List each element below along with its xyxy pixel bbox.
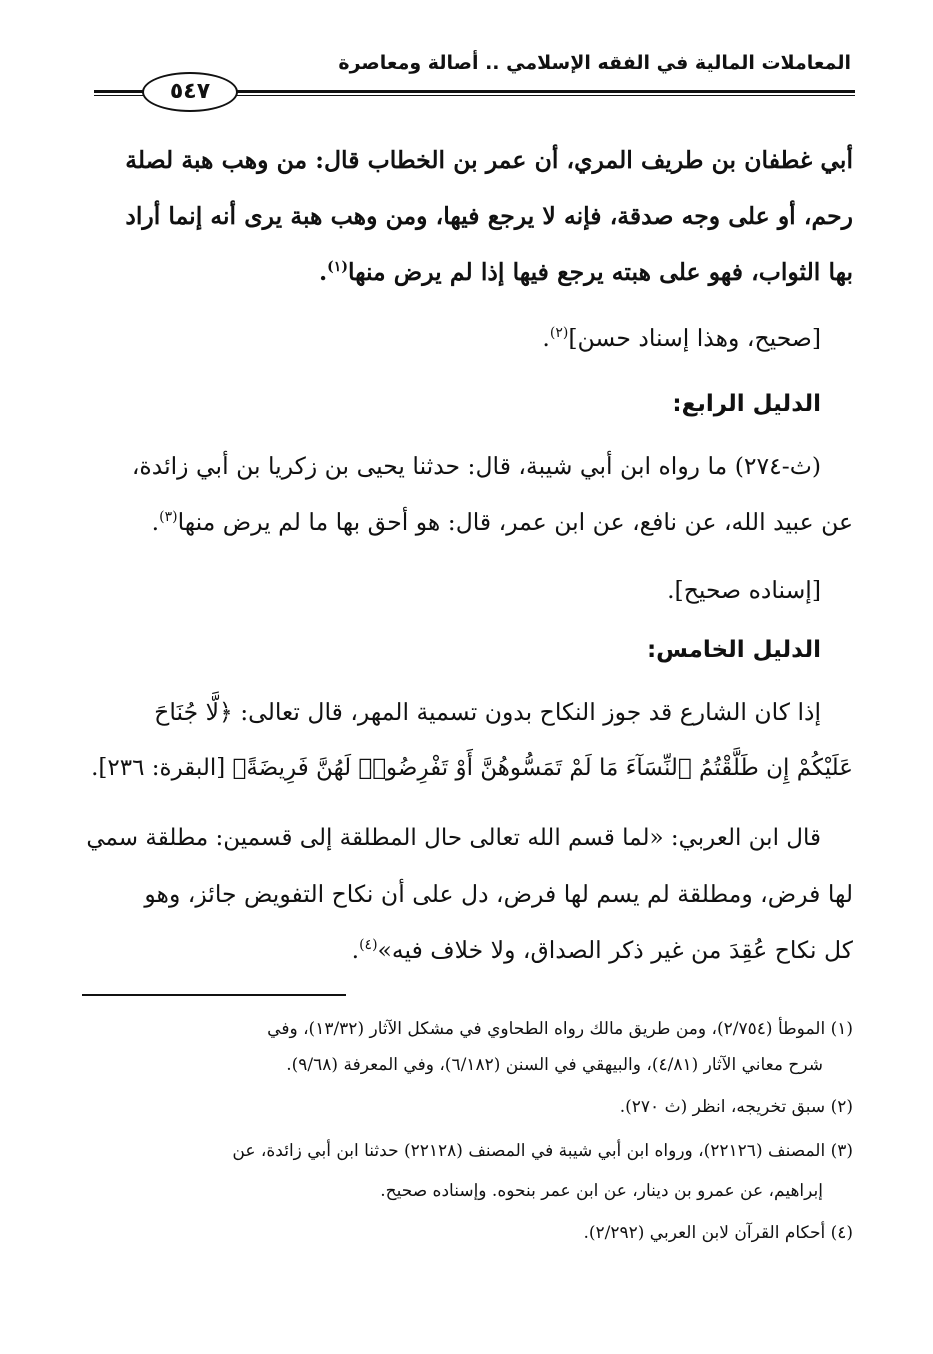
body-line — [82, 252, 853, 292]
grade-text: [صحيح، وهذا إسناد حسن] — [568, 324, 821, 352]
line-end: . — [151, 508, 160, 536]
line-text: رحم، أو على وجه صدقة، فإنه لا يرجع فيها، ومن وهب هبة يرى أنه إنما أراد — [125, 202, 853, 230]
line-text: أبي غطفان بن طريف المري، أن عمر بن الخطاب قال: من وهب هبة لصلة — [125, 146, 853, 174]
footnote-separator — [82, 994, 346, 996]
footnote-ref[interactable]: (٢) — [549, 325, 569, 342]
line-text: لها فرض، ومطلقة لم يسم لها فرض، دل على أن نكاح التفويض جائز، وهو — [144, 880, 853, 908]
body-line — [82, 818, 821, 858]
line-text: قال ابن العربي: «لما قسم الله تعالى حال المطلقة إلى قسمين: مطلقة سمي — [86, 825, 821, 851]
body-line — [82, 930, 853, 970]
footnote-1-cont: شرح معاني الآثار (٤/٨١)، والبيهقي في السنن (٦/١٨٢)، وفي المعرفة (٩/٦٨). — [286, 1055, 823, 1075]
quran-verse-line: عَلَيْكُمْ إِن طَلَّقْتُمُ ٱلنِّسَآءَ مَا لَمْ تَمَسُّوهُنَّ أَوْ تَفْرِضُوا۟ لَهُنَّ فَرِيضَةً﴾ [البقرة: ٢٣٦]. — [91, 755, 853, 781]
line-text: (ث-٢٧٤) ما رواه ابن أبي شيبة، قال: حدثنا يحيى بن زكريا بن أبي زائدة، — [131, 452, 821, 480]
footnote-1: (١) الموطأ (٢/٧٥٤)، ومن طريق مالك رواه الطحاوي في مشكل الآثار (١٣/٣٢)، وفي — [267, 1019, 853, 1039]
section-heading: الدليل الخامس: — [646, 637, 821, 663]
footnote-2: (٢) سبق تخريجه، انظر (ث ٢٧٠). — [619, 1097, 853, 1117]
line-text: عن عبيد الله، عن نافع، عن ابن عمر، قال: هو أحق بها ما لم يرض منها — [177, 508, 853, 536]
grade-line — [82, 318, 821, 358]
body-line — [82, 874, 853, 914]
body-line — [82, 446, 821, 486]
line-text: كل نكاح عُقِدَ من غير ذكر الصداق، ولا خلاف فيه» — [377, 936, 853, 964]
section-heading: الدليل الرابع: — [672, 391, 821, 417]
body-line — [82, 748, 853, 788]
line-text: بها الثواب، فهو على هبته يرجع فيها إذا لم يرض منها — [347, 258, 853, 286]
line-end: . — [351, 936, 360, 964]
line-end: . — [542, 324, 550, 352]
line-text: إذا كان الشارع قد جوز النكاح بدون تسمية المهر، قال تعالى: ﴿لَّا جُنَاحَ — [154, 698, 821, 726]
footnote-3: (٣) المصنف (٢٢١٢٦)، ورواه ابن أبي شيبة في المصنف (٢٢١٢٨) حدثنا ابن أبي زائدة، عن — [232, 1141, 853, 1161]
line-end: . — [318, 258, 328, 286]
body-line — [82, 140, 853, 180]
footnote-ref[interactable]: (٣) — [159, 509, 178, 526]
footnote-4: (٤) أحكام القرآن لابن العربي (٢/٢٩٢). — [583, 1223, 853, 1243]
body-line — [82, 692, 821, 732]
body-line — [82, 502, 853, 542]
footnote-3-cont: إبراهيم، عن عمرو بن دينار، عن ابن عمر بنحوه. وإسناده صحيح. — [380, 1181, 823, 1201]
body-line — [82, 196, 853, 236]
running-header-title: المعاملات المالية في الفقه الإسلامي .. أصالة ومعاصرة — [338, 52, 851, 74]
page-number-badge: ٥٤٧ — [142, 72, 238, 112]
footnote-ref[interactable]: (٤) — [359, 937, 378, 954]
grade-line: [إسناده صحيح]. — [667, 576, 821, 604]
footnote-ref[interactable]: (١) — [327, 259, 348, 276]
